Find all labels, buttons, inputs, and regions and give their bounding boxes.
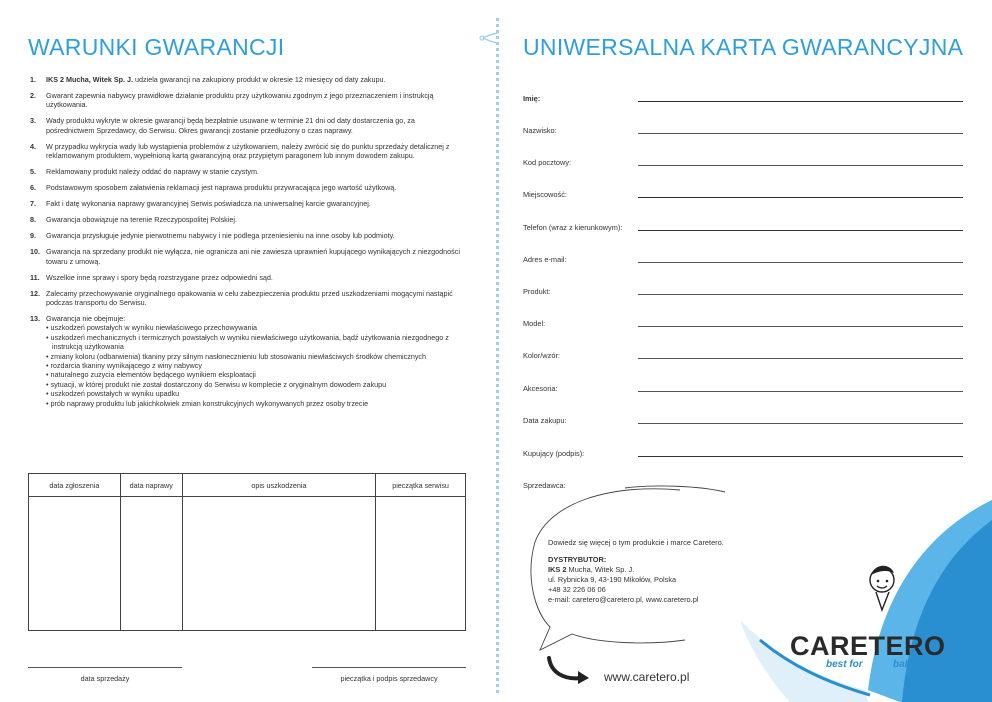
curved-arrow-icon [545,654,593,686]
term-text: Gwarancja obowiązuje na terenie Rzeczypospolitej Polskiej. [46,215,237,225]
distributor-label: DYSTRYBUTOR: [548,555,607,564]
term-number: 10. [30,247,40,257]
term-number: 3. [30,116,36,126]
model-field[interactable] [523,314,963,328]
column-header-damage-description: opis uszkodzenia [182,474,375,497]
column-header-repair-date: data naprawy [120,474,182,497]
service-stamp-cell[interactable] [376,497,466,631]
term-number: 7. [30,199,36,209]
term-number: 13. [30,314,40,324]
warranty-terms-title: WARUNKI GWARANCJI [28,34,285,60]
child-face-icon [870,566,894,610]
distributor-phone: +48 32 226 06 06 [548,585,606,594]
phone-field[interactable] [523,218,963,232]
distributor-company: IKS 2 Mucha, Witek Sp. J. [548,565,635,574]
distributor-info [548,538,724,605]
purchase-date-line[interactable] [638,423,963,424]
accessories-field[interactable] [523,379,963,393]
report-date-cell[interactable] [29,497,121,631]
first-name-field[interactable] [523,89,963,103]
website-link[interactable]: www.caretero.pl [604,670,690,684]
city-label: Miejscowość: [523,190,567,199]
buyer-signature-line[interactable] [638,456,963,457]
product-line[interactable] [638,294,963,295]
email-field[interactable] [523,250,963,264]
exclusion-item: • prób naprawy produktu lub jakichkolwiek zmian konstrukcyjnych wykonywanych przez osoby trzecie [46,399,465,408]
term-text: Gwarancja na sprzedany produkt nie wyłącza, nie ogranicza ani nie zawiesza uprawnień kupującego wynikających z niezgodności towaru z umową. [46,247,460,266]
sale-date-line[interactable] [28,667,182,668]
column-header-report-date: data zgłoszenia [29,474,121,497]
warranty-card-title: UNIWERSALNA KARTA GWARANCYJNA [523,34,964,60]
logo-wordmark: CARETERO [790,631,946,661]
repair-date-cell[interactable] [120,497,182,631]
email-label: Adres e-mail: [523,255,567,264]
accessories-line[interactable] [638,391,963,392]
city-line[interactable] [638,197,963,198]
exclusion-item: • rozdarcia tkaniny wynikającego z winy nabywcy [46,361,465,370]
term-item [30,75,465,84]
term-number: 4. [30,141,36,151]
last-name-field[interactable] [523,121,963,135]
buyer-signature-label: Kupujący (podpis): [523,449,585,458]
term-text: Wady produktu wykryte w okresie gwarancji będą bezpłatnie usuwane w terminie 21 dni od daty dostarczenia go, za pośrednictwem Sprzedawcy, do Serwisu. Okres gwarancji zostanie przedłużony o czas naprawy. [46,116,415,135]
term-text: Zalecamy przechowywanie oryginalnego opakowania w celu zabezpieczenia produktu przed uszkodzeniami mogącymi nastąpić podczas transportu do Serwisu. [46,288,453,308]
company-name: IKS 2 Mucha, Witek Sp. J. [46,75,134,84]
last-name-line[interactable] [638,133,963,134]
term-text: Podstawowym sposobem załatwienia reklamacji jest naprawa produktu przywracająca jego wartość użytkową. [46,183,397,193]
buyer-signature-field[interactable] [523,444,963,458]
product-field[interactable] [523,282,963,296]
term-text: Gwarancja nie obejmuje: [46,314,126,324]
term-text: Reklamowany produkt należy oddać do naprawy w stanie czystym. [46,167,259,177]
logo-slogan-left: best for [826,659,863,670]
seller-signature-line[interactable] [312,667,466,668]
term-item [30,273,465,282]
term-item [30,116,465,135]
email-line[interactable] [638,262,963,263]
term-item [30,167,465,176]
term-item [30,91,465,110]
postal-code-field[interactable] [523,153,963,167]
distributor-email: e-mail: caretero@caretero.pl, www.caretero.pl [548,595,699,604]
model-label: Model: [523,319,546,328]
term-number: 1. [30,75,36,84]
exclusions-list [46,323,465,408]
seller-label: Sprzedawca: [523,481,566,490]
term-text: Gwarant zapewnia nabywcy prawidłowe działanie produktu przy użytkowaniu zgodnym z jego przeznaczeniem i instrukcją użytkowania. [46,91,434,110]
term-number: 2. [30,91,36,100]
model-line[interactable] [638,326,963,327]
term-text: Wszelkie inne sprawy i spory będą rozstrzygane przez odpowiedni sąd. [46,272,273,282]
city-field[interactable] [523,185,963,199]
last-name-label: Nazwisko: [523,126,557,135]
exclusion-item: • zmiany koloru (odbarwienia) tkaniny przy silnym nasłonecznieniu lub stosowaniu niewłaściwych środków chemicznych [46,352,465,361]
column-header-service-stamp: pieczątka serwisu [376,474,466,497]
distributor-address: ul. Rybnicka 9, 43-190 Mikołów, Polska [548,575,677,584]
warranty-terms-list [30,75,465,415]
color-pattern-label: Kolor/wzór: [523,351,560,360]
term-number: 11. [30,272,40,282]
repair-log-table [28,473,466,631]
postal-code-line[interactable] [638,165,963,166]
exclusion-item: • uszkodzeń powstałych w wyniku niewłaściwego przechowywania [46,323,465,332]
color-pattern-field[interactable] [523,346,963,360]
scissors-icon [478,30,500,46]
term-text: W przypadku wykrycia wady lub wystąpienia problemów z użytkowaniem, należy zwrócić się do punktu sprzedaży detalicznej z reklamowanym produktem, wypełnioną kartą gwarancyjną oraz przypiętym paragonem lub innym dowodem zakupu. [46,141,450,161]
exclusion-item: • uszkodzeń powstałych w wyniku upadku [46,389,465,398]
first-name-line[interactable] [638,101,963,102]
term-item [30,142,465,161]
term-number: 9. [30,231,36,241]
term-text: Fakt i datę wykonania naprawy gwarancyjnej Serwis poświadcza na uniwersalnej karcie gwarancyjnej. [46,199,371,209]
exclusion-item: • uszkodzeń mechanicznych i termicznych powstałych w wyniku niewłaściwego użytkowania, bądź użytkowania niezgodnego z instrukcją użytkowania [46,333,465,352]
exclusion-item: • sytuacji, w której produkt nie został dostarczony do Serwisu w komplecie z oryginalnym dowodem zakupu [46,380,465,389]
term-text: Gwarancja przysługuje jedynie pierwotnemu nabywcy i nie podlega przeniesieniu na inne osoby lub podmioty. [46,231,395,241]
accessories-label: Akcesoria: [523,384,558,393]
term-item [30,199,465,208]
info-tagline: Dowiedz się więcej o tym produkcie i marce Caretero. [548,538,724,547]
cut-line-divider [496,18,499,693]
term-item [30,183,465,192]
phone-label: Telefon (wraz z kierunkowym): [523,223,623,232]
term-text: udziela gwarancji na zakupiony produkt w okresie 12 miesięcy od daty zakupu. [133,75,386,84]
postal-code-label: Kod pocztowy: [523,158,572,167]
product-label: Produkt: [523,287,551,296]
table-row [29,497,466,631]
term-number: 8. [30,215,36,225]
term-item [30,231,465,240]
table-header-row [29,474,466,497]
exclusion-item: • naturalnego zużycia elementów będącego wynikiem eksploatacji [46,370,465,379]
logo-slogan-right: babies [893,659,925,670]
term-item [30,215,465,224]
phone-line[interactable] [638,230,963,231]
damage-description-cell[interactable] [182,497,375,631]
purchase-date-label: Data zakupu: [523,416,567,425]
sale-date-label: data sprzedaży [80,674,130,683]
term-item [30,247,465,266]
seller-signature-label: pieczątka i podpis sprzedawcy [340,674,438,683]
term-number: 5. [30,167,36,177]
color-pattern-line[interactable] [638,358,963,359]
term-number: 12. [30,288,40,298]
caretero-logo [730,500,992,702]
term-number: 6. [30,183,36,193]
first-name-label: Imię: [523,94,541,103]
term-item [30,289,465,308]
purchase-date-field[interactable] [523,411,963,425]
term-item [30,314,465,408]
